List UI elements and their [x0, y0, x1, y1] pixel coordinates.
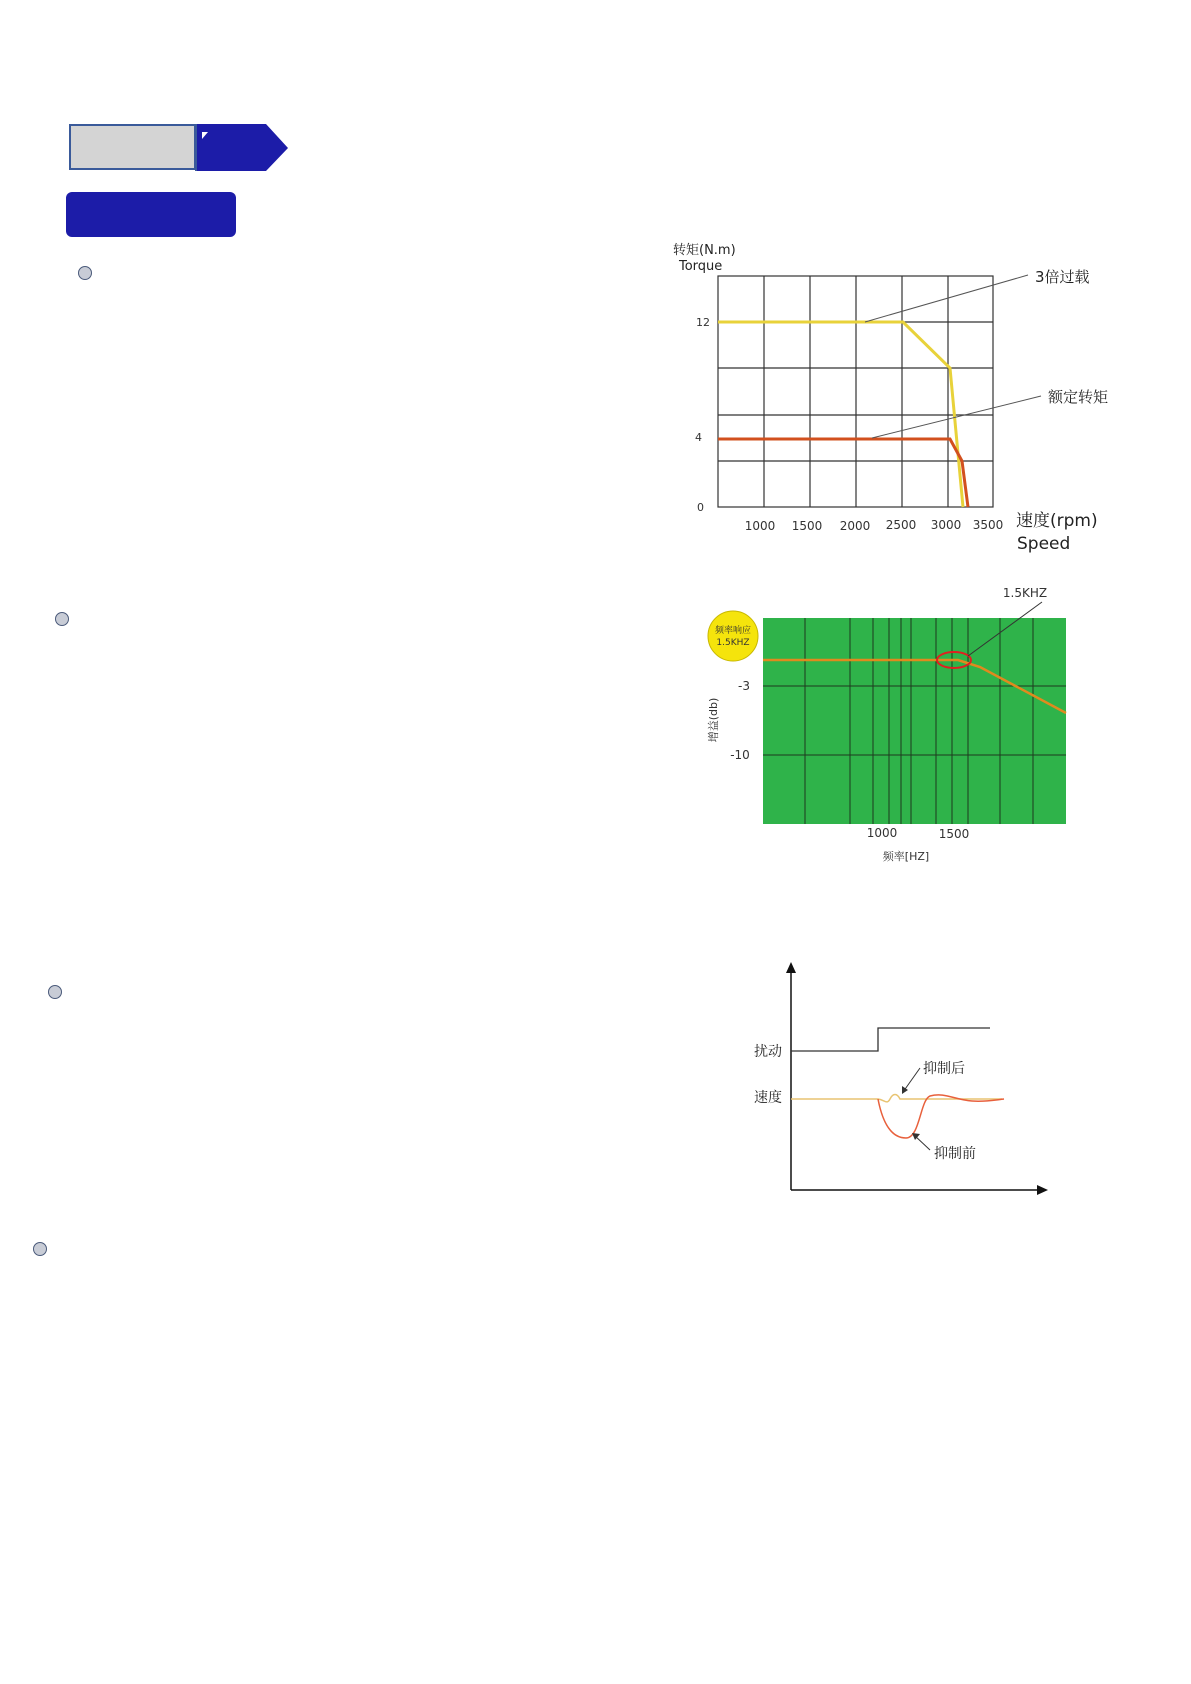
- freq-callout-label: 1.5KHZ: [1002, 586, 1048, 600]
- bullet-4: [33, 1242, 47, 1256]
- header-tab-gray: [69, 124, 196, 170]
- freq-xlabel: 频率[HZ]: [882, 850, 930, 863]
- torque-ytick-4: 4: [695, 431, 702, 444]
- speed-label-en: Speed: [1017, 534, 1071, 554]
- freq-plot-area: [763, 618, 1066, 824]
- freq-response-badge: [708, 611, 758, 661]
- freq-ytick-minus3: -3: [738, 679, 750, 693]
- torque-chart: [660, 235, 1130, 565]
- torque-xtick-3500: 3500: [972, 518, 1004, 532]
- overload-leader-line: [865, 275, 1028, 322]
- torque-xtick-1500: 1500: [791, 519, 823, 533]
- torque-title-en: Torque: [679, 259, 723, 274]
- after-suppression-label: 抑制后: [923, 1061, 965, 1077]
- disturb-y-arrow: [786, 962, 796, 973]
- frequency-chart: [700, 578, 1080, 868]
- disturb-x-arrow: [1037, 1185, 1048, 1195]
- freq-badge-line2: 1.5KHZ: [716, 638, 750, 648]
- bullet-1: [78, 266, 92, 280]
- disturbance-chart: [740, 960, 1060, 1210]
- torque-xtick-1000: 1000: [744, 519, 776, 533]
- disturb-label: 扰动: [754, 1044, 782, 1060]
- torque-title-cn: 转矩(N.m): [673, 243, 736, 258]
- torque-xtick-2500: 2500: [885, 518, 917, 532]
- overload-label: 3倍过载: [1035, 268, 1090, 286]
- speed-label: 速度: [754, 1090, 782, 1106]
- torque-xtick-3000: 3000: [930, 518, 962, 532]
- freq-badge-line1: 频率响应: [714, 626, 752, 636]
- disturbance-step-line: [791, 1028, 990, 1051]
- after-leader-arrow: [902, 1086, 908, 1094]
- speed-before-suppression: [878, 1095, 1004, 1138]
- torque-ytick-12: 12: [696, 316, 710, 329]
- before-suppression-label: 抑制前: [934, 1146, 976, 1162]
- header-tab-arrow: [194, 124, 290, 172]
- freq-ylabel: 增益(db): [707, 697, 720, 743]
- torque-ytick-0: 0: [697, 501, 704, 514]
- section-header-bar: [66, 192, 236, 237]
- bullet-2: [55, 612, 69, 626]
- torque-rated-line: [718, 439, 968, 507]
- freq-xtick-1000: 1000: [866, 826, 898, 840]
- speed-label-cn: 速度(rpm): [1016, 511, 1098, 531]
- freq-ytick-minus10: -10: [730, 748, 750, 762]
- rated-label: 额定转矩: [1048, 388, 1109, 406]
- torque-xtick-2000: 2000: [839, 519, 871, 533]
- bullet-3: [48, 985, 62, 999]
- freq-xtick-1500: 1500: [938, 827, 970, 841]
